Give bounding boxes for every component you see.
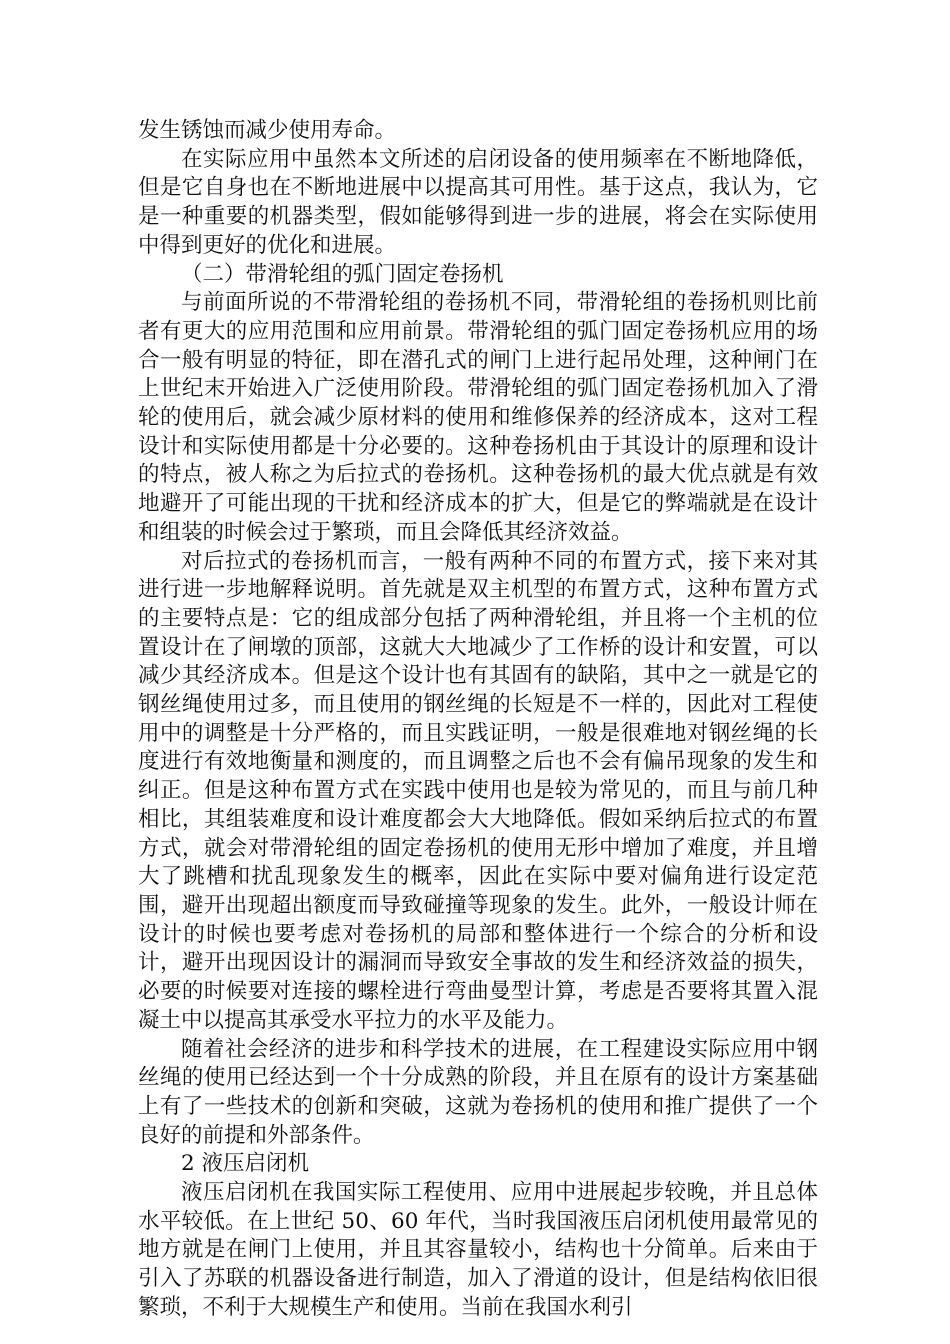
paragraph: 随着社会经济的进步和科学技术的进展，在工程建设实际应用中钢丝绳的使用已经达到一个十分成熟的阶段，并且在原有的设计方案基础上有了一些技术的创新和突破，这就为卷扬机的使用和推广提供了一个良好的前提和外部条件。 — [138, 1036, 818, 1148]
paragraph: 与前面所说的不带滑轮组的卷扬机不同，带滑轮组的卷扬机则比前者有更大的应用范围和应用前景。带滑轮组的弧门固定卷扬机应用的场合一般有明显的特征，即在潜孔式的闸门上进行起吊处理，这种闸门在上世纪末开始进入广泛使用阶段。带滑轮组的弧门固定卷扬机加入了滑轮的使用后，就会减少原材料的使用和维修保养的经济成本，这对工程设计和实际使用都是十分必要的。这种卷扬机由于其设计的原理和设计的特点，被人称之为后拉式的卷扬机。这种卷扬机的最大优点就是有效地避开了可能出现的干扰和经济成本的扩大，但是它的弊端就是在设计和组装的时候会过于繁琐，而且会降低其经济效益。 — [138, 290, 818, 545]
paragraph: 发生锈蚀而减少使用寿命。 — [138, 118, 397, 143]
paragraph: 液压启闭机在我国实际工程使用、应用中进展起步较晚，并且总体水平较低。在上世纪 50、60 年代，当时我国液压启闭机使用最常见的地方就是在闸门上使用，并且其容量较小，结构也十分简单。后来由于引入了苏联的机器设备进行制造，加入了滑道的设计，但是结构依旧很繁琐，不利于大规模生产和使用。当前在我国水利引 — [138, 1180, 818, 1320]
paragraph: 对后拉式的卷扬机而言，一般有两种不同的布置方式，接下来对其进行进一步地解释说明。首先就是双主机型的布置方式，这种布置方式的主要特点是：它的组成部分包括了两种滑轮组，并且将一个主机的位置设计在了闸墩的顶部，这就大大地减少了工作桥的设计和安置，可以减少其经济成本。但是这个设计也有其固有的缺陷，其中之一就是它的钢丝绳使用过多，而且使用的钢丝绳的长短是不一样的，因此对工程使用中的调整是十分严格的，而且实践证明，一般是很难地对钢丝绳的长度进行有效地衡量和测度的，而且调整之后也不会有偏吊现象的发生和纠正。但是这种布置方式在实践中使用也是较为常见的，而且与前几种相比，其组装难度和设计难度都会大大地降低。假如采纳后拉式的布置方式，就会对带滑轮组的固定卷扬机的使用无形中增加了难度，并且增大了跳槽和扰乱现象发生的概率，因此在实际中要对偏角进行设定范围，避开出现超出额度而导致碰撞等现象的发生。此外，一般设计师在设计的时候也要考虑对卷扬机的局部和整体进行一个综合的分析和设计，避开出现因设计的漏洞而导致安全事故的发生和经济效益的损失，必要的时候要对连接的螺栓进行弯曲曼型计算，考虑是否要将其置入混凝土中以提高其承受水平拉力的水平及能力。 — [138, 548, 818, 1033]
section-heading: （二）带滑轮组的弧门固定卷扬机 — [181, 261, 504, 287]
section-heading: 2 液压启闭机 — [181, 1151, 310, 1177]
document-page — [138, 117, 818, 1323]
paragraph: 在实际应用中虽然本文所述的启闭设备的使用频率在不断地降低，但是它自身也在不断地进展中以提高其可用性。基于这点，我认为，它是一种重要的机器类型，假如能够得到进一步的进展，将会在实际使用中得到更好的优化和进展。 — [138, 146, 818, 258]
